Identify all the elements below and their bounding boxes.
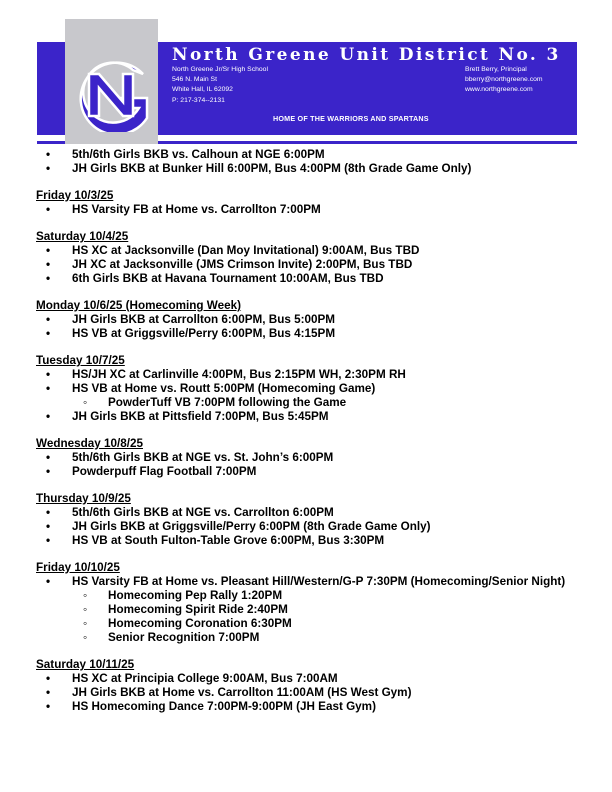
school-address (172, 65, 268, 106)
principal-contact (465, 65, 543, 96)
day-group (36, 299, 596, 341)
day-heading: Friday 10/3/25 (36, 189, 114, 202)
event-sub-item: ◦ Homecoming Pep Rally 1:20PM (36, 589, 596, 603)
day-group (36, 354, 596, 424)
event-item: • HS VB at Home vs. Routt 5:00PM (Homecoming Game) (36, 382, 596, 396)
event-item: • JH Girls BKB at Pittsfield 7:00PM, Bus 5:45PM (36, 410, 596, 424)
event-item: • HS Varsity FB at Home vs. Carrollton 7:00PM (36, 203, 596, 217)
phone-number: P: 217-374--2131 (172, 96, 225, 104)
event-sub-item: ◦ Homecoming Coronation 6:30PM (36, 617, 596, 631)
district-name: North Greene Unit District No. 3 (172, 45, 561, 65)
event-item: • HS VB at South Fulton-Table Grove 6:00PM, Bus 3:30PM (36, 534, 596, 548)
event-item: • HS/JH XC at Carlinville 4:00PM, Bus 2:15PM WH, 2:30PM RH (36, 368, 596, 382)
event-item: • 5th/6th Girls BKB at NGE vs. Carrollton 6:00PM (36, 506, 596, 520)
event-item: • Powderpuff Flag Football 7:00PM (36, 465, 596, 479)
ng-logo (67, 58, 155, 132)
day-group (36, 148, 596, 176)
event-item: • JH Girls BKB at Griggsville/Perry 6:00PM (8th Grade Game Only) (36, 520, 596, 534)
day-heading: Saturday 10/11/25 (36, 658, 135, 671)
day-heading: Friday 10/10/25 (36, 561, 120, 574)
event-item: • HS XC at Jacksonville (Dan Moy Invitational) 9:00AM, Bus TBD (36, 244, 596, 258)
day-group (36, 561, 596, 645)
event-item: • HS XC at Principia College 9:00AM, Bus 7:00AM (36, 672, 596, 686)
school-name: North Greene Jr/Sr High School (172, 66, 268, 73)
city-state-zip: White Hall, IL 62092 (172, 86, 233, 94)
event-item: • HS Homecoming Dance 7:00PM-9:00PM (JH East Gym) (36, 700, 596, 714)
event-item: • 6th Girls BKB at Havana Tournament 10:00AM, Bus TBD (36, 272, 596, 286)
event-item: • JH Girls BKB at Bunker Hill 6:00PM, Bus 4:00PM (8th Grade Game Only) (36, 162, 596, 176)
day-heading: Tuesday 10/7/25 (36, 354, 125, 367)
event-item: • HS VB at Griggsville/Perry 6:00PM, Bus 4:15PM (36, 327, 596, 341)
day-group (36, 189, 596, 217)
event-item: • 5th/6th Girls BKB at NGE vs. St. John’s 6:00PM (36, 451, 596, 465)
principal-name: Brett Berry, Principal (465, 66, 527, 73)
principal-email: bberry@northgreene.com (465, 76, 543, 84)
day-group (36, 230, 596, 286)
day-heading: Wednesday 10/8/25 (36, 437, 143, 450)
day-heading: Thursday 10/9/25 (36, 492, 131, 505)
event-item: • 5th/6th Girls BKB vs. Calhoun at NGE 6:00PM (36, 148, 596, 162)
day-heading: Saturday 10/4/25 (36, 230, 129, 243)
letterhead (37, 19, 577, 129)
day-group (36, 437, 596, 479)
website: www.northgreene.com (465, 86, 533, 94)
event-item: • JH Girls BKB at Carrollton 6:00PM, Bus 5:00PM (36, 313, 596, 327)
event-sub-item: ◦ Senior Recognition 7:00PM (36, 631, 596, 645)
street-address: 546 N. Main St (172, 76, 217, 84)
event-sub-item: ◦ Homecoming Spirit Ride 2:40PM (36, 603, 596, 617)
event-item: • HS Varsity FB at Home vs. Pleasant Hill/Western/G-P 7:30PM (Homecoming/Senior Night) (36, 575, 596, 589)
day-heading: Monday 10/6/25 (Homecoming Week) (36, 299, 242, 312)
event-item: • JH XC at Jacksonville (JMS Crimson Invite) 2:00PM, Bus TBD (36, 258, 596, 272)
event-schedule (36, 148, 596, 727)
day-group (36, 658, 596, 714)
day-group (36, 492, 596, 548)
event-item: • JH Girls BKB at Home vs. Carrollton 11:00AM (HS West Gym) (36, 686, 596, 700)
tagline: HOME OF THE WARRIORS AND SPARTANS (273, 114, 429, 123)
event-sub-item: ◦ PowderTuff VB 7:00PM following the Game (36, 396, 596, 410)
